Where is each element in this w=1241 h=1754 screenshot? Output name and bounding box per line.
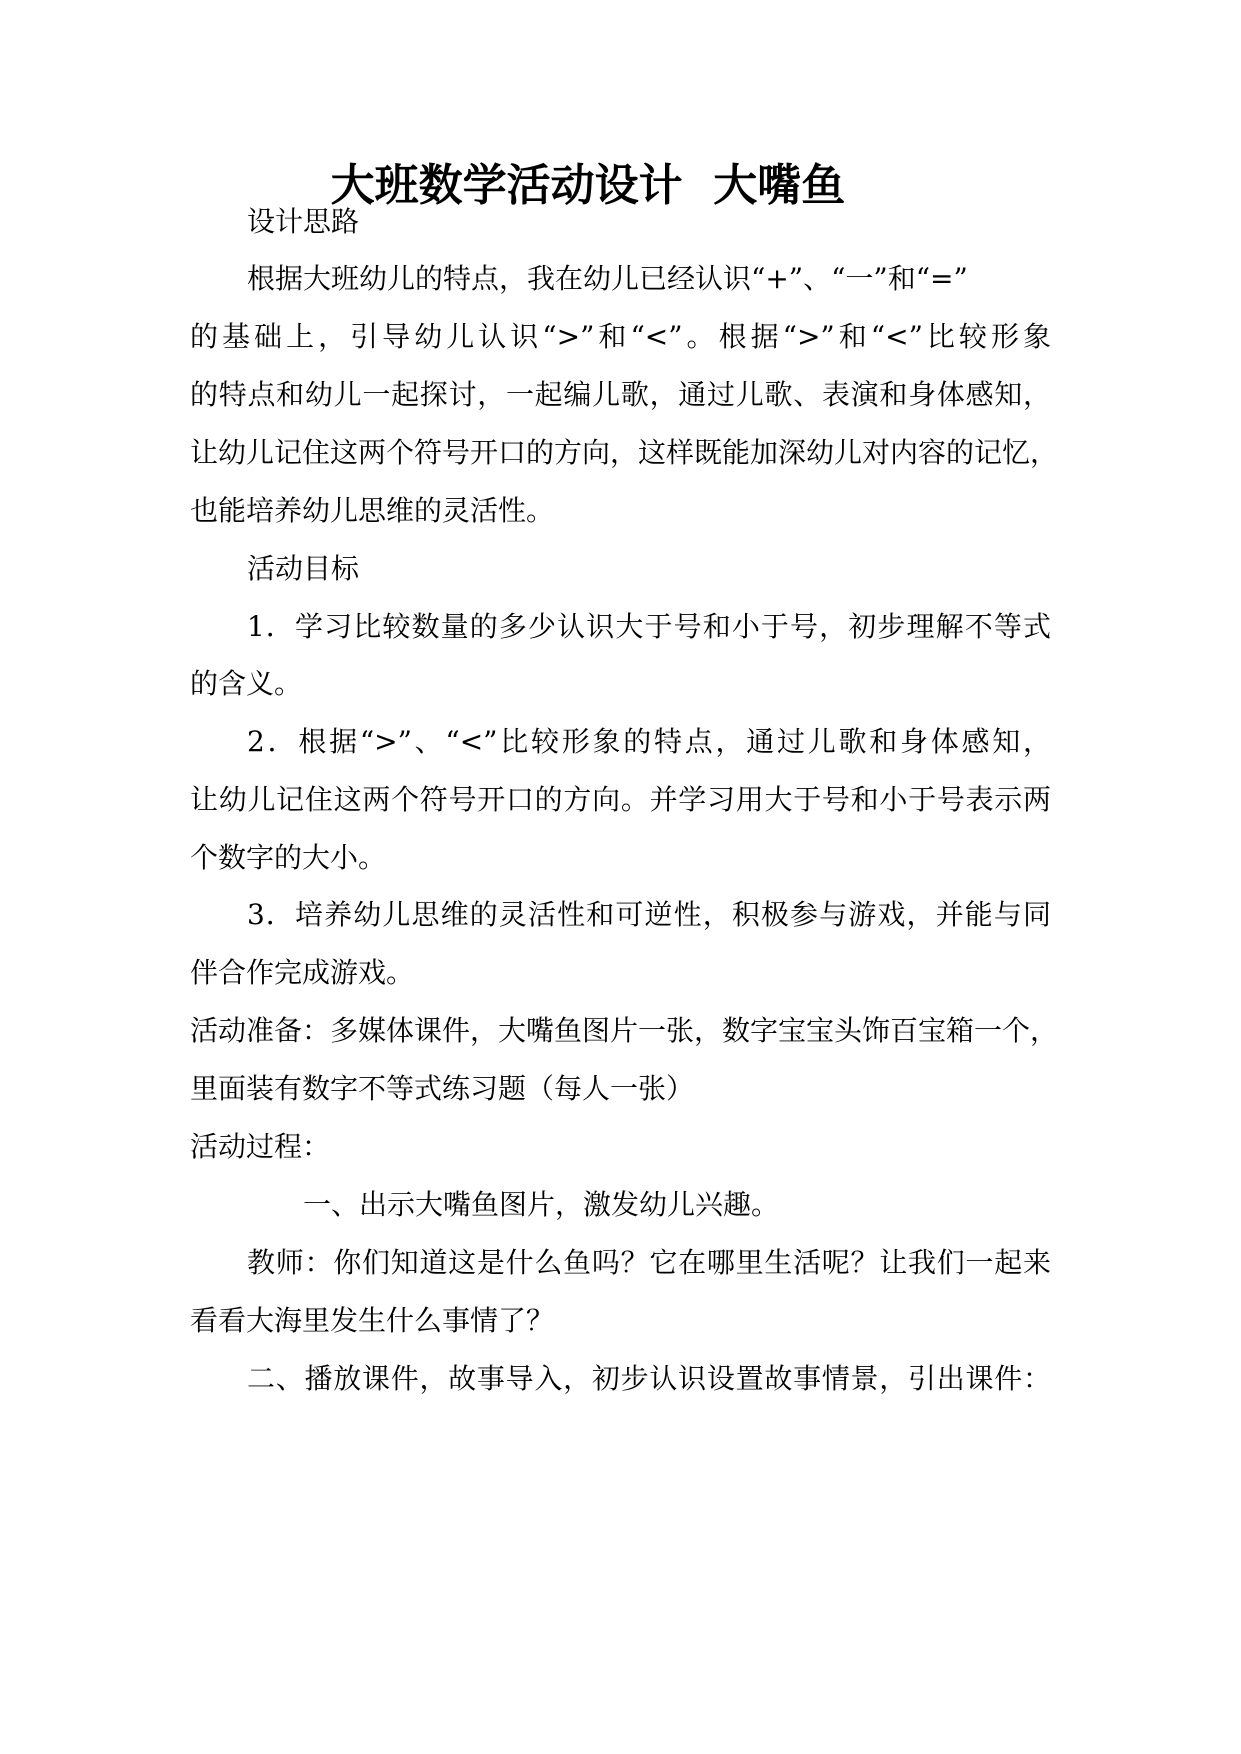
goal-item-continuation: 伴合作完成游戏。 [190, 956, 415, 989]
paragraph-line: 也能培养幼儿思维的灵活性。 [190, 494, 555, 527]
goal-item: 3．培养幼儿思维的灵活性和可逆性，积极参与游戏，并能与同 [247, 898, 1051, 931]
teacher-dialogue: 教师：你们知道这是什么鱼吗？它在哪里生活呢？让我们一起来 [247, 1246, 1051, 1279]
goal-item: 1．学习比较数量的多少认识大于号和小于号，初步理解不等式 [247, 610, 1051, 643]
heading-design-idea: 设计思路 [247, 205, 360, 238]
document-title: 大班数学活动设计 大嘴鱼 [330, 160, 846, 211]
paragraph-line: 让幼儿记住这两个符号开口的方向，这样既能加深幼儿对内容的记忆， [190, 436, 1059, 469]
goal-item-continuation: 的含义。 [190, 667, 303, 700]
goal-item-continuation: 个数字的大小。 [190, 841, 387, 874]
goal-item: 2．根据“>”、“<”比较形象的特点，通过儿歌和身体感知， [247, 725, 1051, 758]
paragraph-line: 的基础上，引导幼儿认识“>”和“<”。根据“>”和“<”比较形象 [190, 320, 1051, 353]
activity-preparation: 活动准备：多媒体课件，大嘴鱼图片一张，数字宝宝头饰百宝箱一个， [190, 1014, 1059, 1047]
teacher-dialogue-continuation: 看看大海里发生什么事情了？ [190, 1304, 555, 1337]
process-step-one: 一、出示大嘴鱼图片，激发幼儿兴趣。 [303, 1188, 780, 1221]
goal-item-continuation: 让幼儿记住这两个符号开口的方向。并学习用大于号和小于号表示两 [190, 783, 1051, 816]
heading-activity-goals: 活动目标 [247, 552, 360, 585]
paragraph-line: 根据大班幼儿的特点，我在幼儿已经认识“+”、“一”和“=” [247, 262, 968, 295]
process-step-two: 二、播放课件，故事导入，初步认识设置故事情景，引出课件： [247, 1362, 1051, 1395]
activity-preparation-continuation: 里面装有数字不等式练习题（每人一张） [190, 1072, 695, 1105]
heading-activity-process: 活动过程： [190, 1130, 331, 1163]
paragraph-line: 的特点和幼儿一起探讨，一起编儿歌，通过儿歌、表演和身体感知， [190, 378, 1051, 411]
